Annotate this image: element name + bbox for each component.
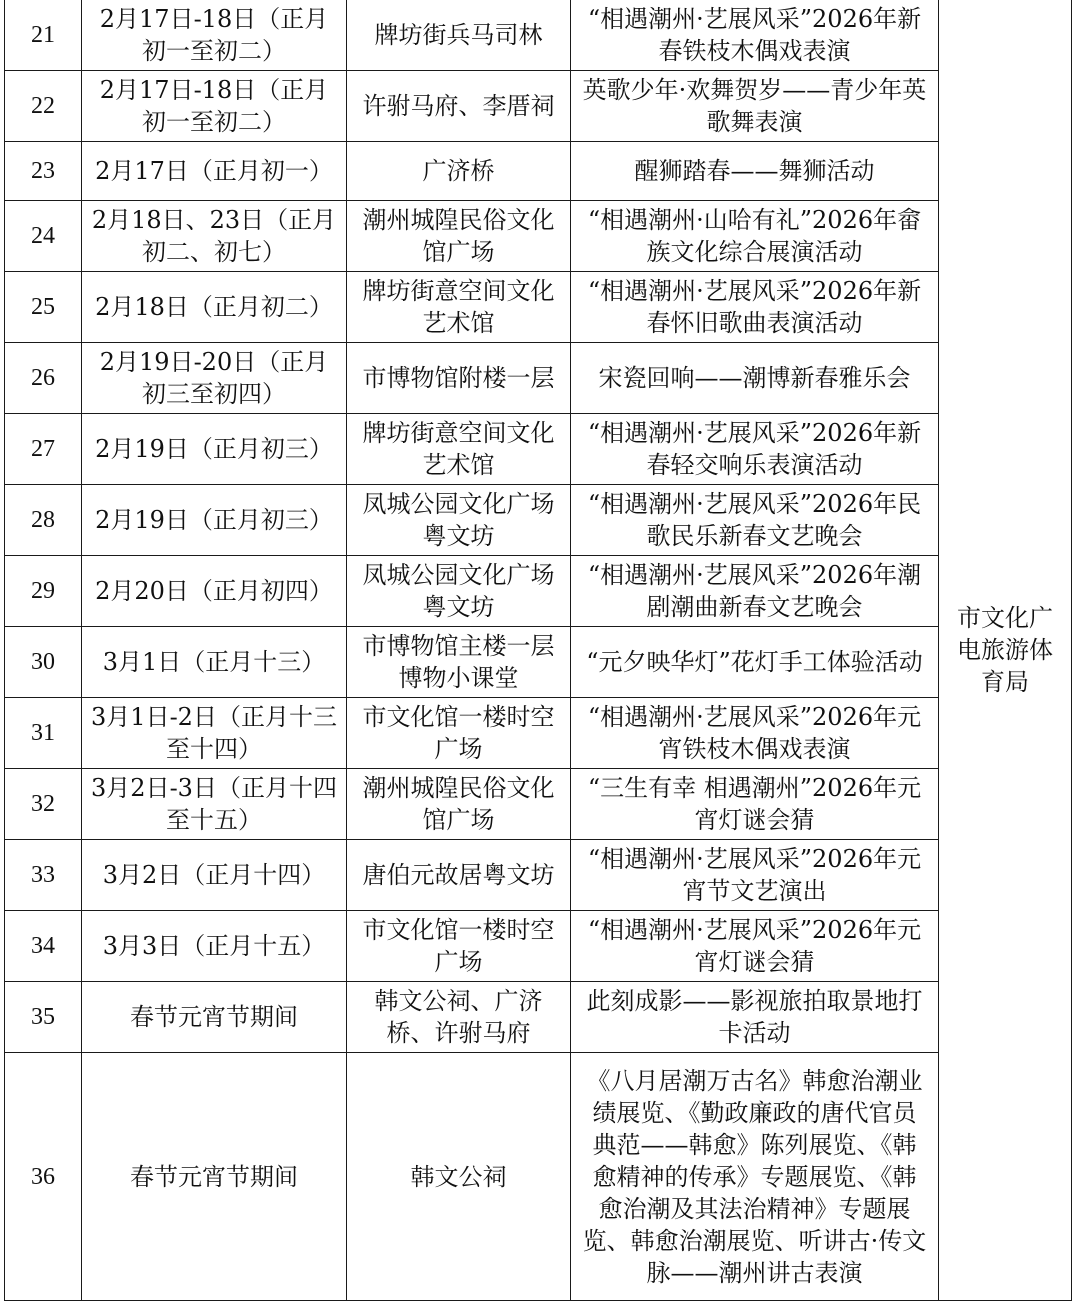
row-number: 34 [5,911,82,982]
event-venue: 凤城公园文化广场粤文坊 [347,485,571,556]
event-activity: “相遇潮州·艺展风采”2026年元宵灯谜会猜 [571,911,939,982]
row-number: 24 [5,201,82,272]
event-activity: “三生有幸 相遇潮州”2026年元宵灯谜会猜 [571,769,939,840]
event-activity: “元夕映华灯”花灯手工体验活动 [571,627,939,698]
table-row [5,982,1072,1053]
table-row [5,201,1072,272]
event-date: 3月1日-2日（正月十三至十四） [82,698,347,769]
event-venue: 韩文公祠 [347,1053,571,1301]
event-date: 2月19日-20日（正月初三至初四） [82,343,347,414]
event-date: 春节元宵节期间 [82,982,347,1053]
table-row [5,698,1072,769]
event-activity: “相遇潮州·艺展风采”2026年民歌民乐新春文艺晚会 [571,485,939,556]
event-venue: 广济桥 [347,142,571,201]
event-date: 3月3日（正月十五） [82,911,347,982]
event-date: 春节元宵节期间 [82,1053,347,1301]
event-venue: 市博物馆附楼一层 [347,343,571,414]
table-row [5,1053,1072,1301]
row-number: 22 [5,71,82,142]
event-date: 2月17日-18日（正月初一至初二） [82,71,347,142]
row-number: 21 [5,0,82,71]
event-activity: 《八月居潮万古名》韩愈治潮业绩展览、《勤政廉政的唐代官员典范——韩愈》陈列展览、《韩愈精神的传承》专题展览、《韩愈治潮及其法治精神》专题展览、韩愈治潮展览、听讲古·传文脉——潮州讲古表演 [571,1053,939,1301]
event-activity: 醒狮踏春——舞狮活动 [571,142,939,201]
event-venue: 唐伯元故居粤文坊 [347,840,571,911]
row-number: 27 [5,414,82,485]
table-row [5,485,1072,556]
event-activity: “相遇潮州·艺展风采”2026年新春怀旧歌曲表演活动 [571,272,939,343]
row-number: 36 [5,1053,82,1301]
event-activity: “相遇潮州·艺展风采”2026年新春铁枝木偶戏表演 [571,0,939,71]
table-row [5,272,1072,343]
event-date: 2月20日（正月初四） [82,556,347,627]
event-venue: 牌坊街意空间文化艺术馆 [347,414,571,485]
row-number: 35 [5,982,82,1053]
row-number: 33 [5,840,82,911]
table-row [5,142,1072,201]
event-activity: 宋瓷回响——潮博新春雅乐会 [571,343,939,414]
event-activity: “相遇潮州·艺展风采”2026年潮剧潮曲新春文艺晚会 [571,556,939,627]
row-number: 28 [5,485,82,556]
event-venue: 许驸马府、李厝祠 [347,71,571,142]
event-venue: 潮州城隍民俗文化馆广场 [347,769,571,840]
table-row [5,840,1072,911]
table-row [5,911,1072,982]
table-row [5,627,1072,698]
event-venue: 凤城公园文化广场粤文坊 [347,556,571,627]
event-venue: 市文化馆一楼时空广场 [347,911,571,982]
event-venue: 牌坊街意空间文化艺术馆 [347,272,571,343]
event-activity: “相遇潮州·艺展风采”2026年新春轻交响乐表演活动 [571,414,939,485]
event-venue: 韩文公祠、广济桥、许驸马府 [347,982,571,1053]
event-activity: 此刻成影——影视旅拍取景地打卡活动 [571,982,939,1053]
event-venue: 潮州城隍民俗文化馆广场 [347,201,571,272]
row-number: 26 [5,343,82,414]
row-number: 30 [5,627,82,698]
event-date: 3月2日-3日（正月十四至十五） [82,769,347,840]
table-row [5,769,1072,840]
table-row [5,71,1072,142]
events-schedule-sheet [4,0,1072,1301]
row-number: 23 [5,142,82,201]
event-activity: “相遇潮州·艺展风采”2026年元宵铁枝木偶戏表演 [571,698,939,769]
event-activity: 英歌少年·欢舞贺岁——青少年英歌舞表演 [571,71,939,142]
event-date: 2月18日、23日（正月初二、初七） [82,201,347,272]
event-venue: 市文化馆一楼时空广场 [347,698,571,769]
table-row [5,0,1072,71]
events-table [4,0,1072,1301]
event-date: 2月19日（正月初三） [82,414,347,485]
event-date: 2月17日-18日（正月初一至初二） [82,0,347,71]
table-row [5,414,1072,485]
event-date: 3月2日（正月十四） [82,840,347,911]
event-date: 2月17日（正月初一） [82,142,347,201]
event-date: 2月18日（正月初二） [82,272,347,343]
event-activity: “相遇潮州·艺展风采”2026年元宵节文艺演出 [571,840,939,911]
table-row [5,343,1072,414]
event-date: 3月1日（正月十三） [82,627,347,698]
row-number: 32 [5,769,82,840]
event-date: 2月19日（正月初三） [82,485,347,556]
event-venue: 牌坊街兵马司林 [347,0,571,71]
event-activity: “相遇潮州·山哈有礼”2026年畲族文化综合展演活动 [571,201,939,272]
event-venue: 市博物馆主楼一层博物小课堂 [347,627,571,698]
row-number: 29 [5,556,82,627]
table-row [5,556,1072,627]
organizer-cell: 市文化广电旅游体育局 [939,0,1072,1301]
row-number: 25 [5,272,82,343]
row-number: 31 [5,698,82,769]
